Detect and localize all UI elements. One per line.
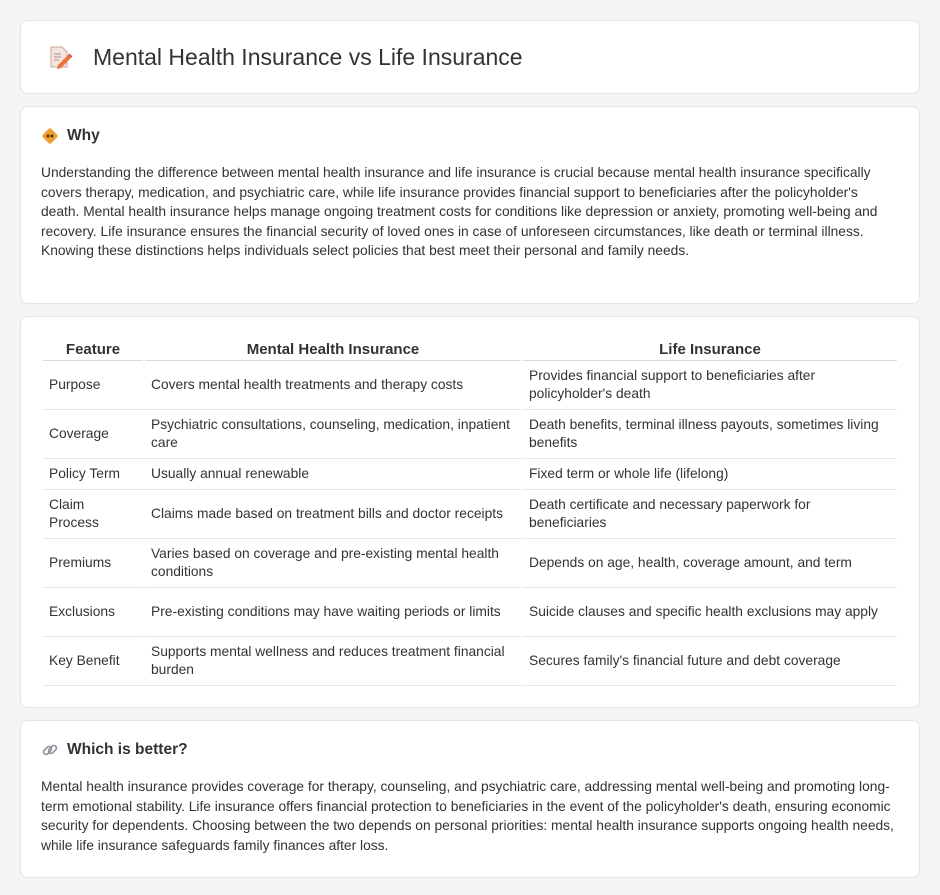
memo-pencil-icon — [45, 43, 73, 71]
table-cell: Fixed term or whole life (lifelong) — [523, 459, 897, 490]
table-cell: Secures family's financial future and debt coverage — [523, 637, 897, 686]
header-mental-health: Mental Health Insurance — [145, 337, 521, 361]
table-cell: Varies based on coverage and pre-existing mental health conditions — [145, 539, 521, 588]
header-life: Life Insurance — [523, 337, 897, 361]
table-row — [43, 459, 897, 490]
why-section — [20, 106, 920, 304]
table-row — [43, 361, 897, 410]
why-title: Why — [67, 127, 100, 144]
page-title: Mental Health Insurance vs Life Insurance — [93, 43, 523, 70]
table-cell: Claims made based on treatment bills and doctor receipts — [145, 490, 521, 539]
link-icon — [41, 741, 59, 759]
table-cell: Key Benefit — [43, 637, 143, 686]
better-title: Which is better? — [67, 741, 188, 758]
why-text: Understanding the difference between mental health insurance and life insurance is crucial because mental health insurance specifically covers therapy, medication, and psychiatric care, while life insurance provides financial support to beneficiaries after the policyholder's death. Mental health insurance helps manage ongoing treatment costs for conditions like depression or anxiety, promoting well-being and recovery. Life insurance ensures the financial security of loved ones in case of unforeseen circumstances, like death or terminal illness. Knowing these distinctions helps individuals select policies that best meet their personal and family needs. — [41, 165, 878, 259]
table-cell: Covers mental health treatments and therapy costs — [145, 361, 521, 410]
table-cell: Purpose — [43, 361, 143, 410]
table-cell: Pre-existing conditions may have waiting periods or limits — [145, 588, 521, 637]
table-cell: Coverage — [43, 410, 143, 459]
table-cell: Provides financial support to beneficiaries after policyholder's death — [523, 361, 897, 410]
comparison-table — [41, 337, 899, 686]
table-cell: Death certificate and necessary paperwork for beneficiaries — [523, 490, 897, 539]
table-header-row — [43, 337, 897, 361]
header-card — [20, 20, 920, 94]
table-row — [43, 490, 897, 539]
table-cell: Psychiatric consultations, counseling, medication, inpatient care — [145, 410, 521, 459]
table-cell: Supports mental wellness and reduces treatment financial burden — [145, 637, 521, 686]
better-text: Mental health insurance provides coverage for therapy, counseling, and psychiatric care, addressing mental well-being and promoting long-term emotional stability. Life insurance offers financial protection to beneficiaries in the event of the policyholder's death, ensuring economic security for dependents. Choosing between the two depends on personal priorities: mental health insurance supports ongoing health needs, while life insurance safeguards family finances after loss. — [41, 779, 894, 853]
table-cell: Exclusions — [43, 588, 143, 637]
better-section — [20, 720, 920, 878]
table-row — [43, 637, 897, 686]
comparison-card — [20, 316, 920, 708]
table-cell: Claim Process — [43, 490, 143, 539]
header-feature: Feature — [43, 337, 143, 361]
table-cell: Suicide clauses and specific health exclusions may apply — [523, 588, 897, 637]
table-row — [43, 588, 897, 637]
table-row — [43, 539, 897, 588]
diamond-sign-icon — [41, 127, 59, 145]
table-row — [43, 410, 897, 459]
table-cell: Usually annual renewable — [145, 459, 521, 490]
table-cell: Premiums — [43, 539, 143, 588]
table-cell: Depends on age, health, coverage amount, and term — [523, 539, 897, 588]
table-cell: Policy Term — [43, 459, 143, 490]
table-cell: Death benefits, terminal illness payouts, sometimes living benefits — [523, 410, 897, 459]
